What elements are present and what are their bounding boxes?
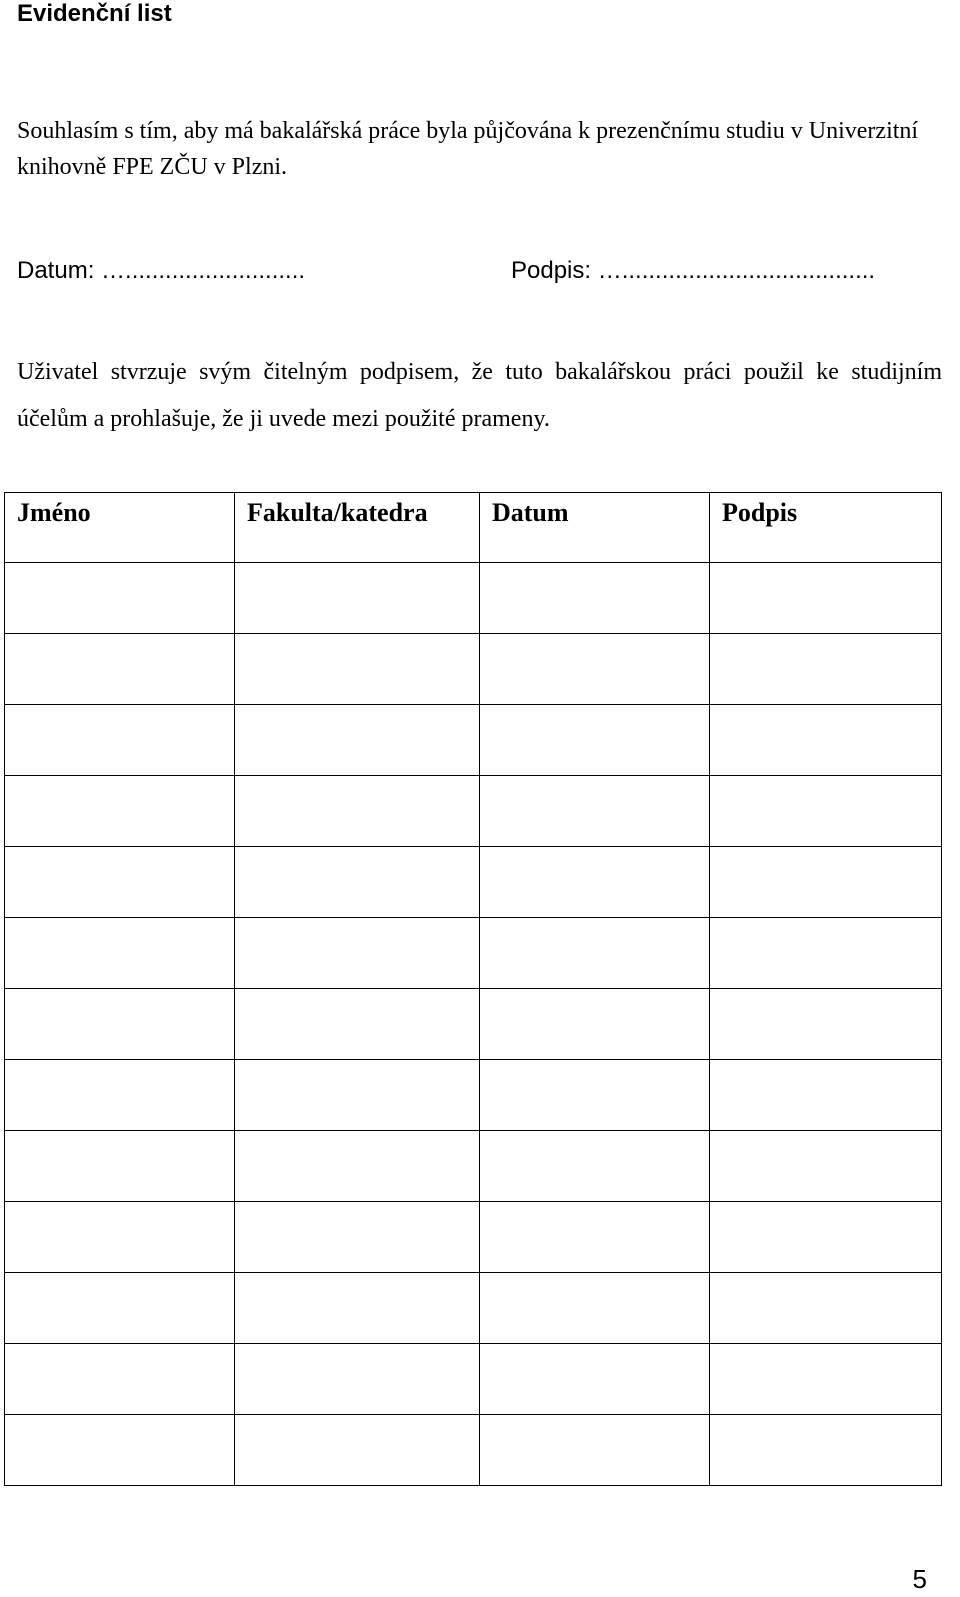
- date-cell: [480, 1131, 710, 1202]
- date-cell: [480, 918, 710, 989]
- faculty-cell: [235, 563, 480, 634]
- date-cell: [480, 1415, 710, 1486]
- signature-cell: [710, 1202, 942, 1273]
- signature-cell: [710, 563, 942, 634]
- date-field: Datum: …...........................: [17, 257, 306, 284]
- signature-cell: [710, 634, 942, 705]
- faculty-cell: [235, 989, 480, 1060]
- date-cell: [480, 1060, 710, 1131]
- signature-cell: [710, 1060, 942, 1131]
- user-statement: Uživatel stvrzuje svým čitelným podpisem, že tuto bakalářskou práci použil ke studijním účelům a prohlašuje, že ji uvede mezi použité prameny.: [17, 359, 942, 432]
- date-cell: [480, 776, 710, 847]
- table-row: [5, 563, 942, 634]
- column-header-name: Jméno: [5, 493, 235, 563]
- signature-cell: [710, 1131, 942, 1202]
- date-cell: [480, 847, 710, 918]
- name-cell: [5, 705, 235, 776]
- faculty-cell: [235, 776, 480, 847]
- date-cell: [480, 634, 710, 705]
- table-row: [5, 1415, 942, 1486]
- signature-cell: [710, 1415, 942, 1486]
- column-header-faculty: Fakulta/katedra: [235, 493, 480, 563]
- table-row: [5, 918, 942, 989]
- faculty-cell: [235, 1344, 480, 1415]
- name-cell: [5, 847, 235, 918]
- name-cell: [5, 776, 235, 847]
- signature-cell: [710, 1344, 942, 1415]
- faculty-cell: [235, 1273, 480, 1344]
- date-cell: [480, 563, 710, 634]
- signature-field: Podpis: …......................................: [511, 257, 876, 284]
- table-row: [5, 847, 942, 918]
- table-row: [5, 634, 942, 705]
- faculty-cell: [235, 918, 480, 989]
- column-header-date: Datum: [480, 493, 710, 563]
- page-title: Evidenční list: [17, 0, 172, 27]
- signature-cell: [710, 847, 942, 918]
- table-header-row: [5, 493, 942, 563]
- faculty-cell: [235, 1060, 480, 1131]
- faculty-cell: [235, 1131, 480, 1202]
- faculty-cell: [235, 634, 480, 705]
- name-cell: [5, 989, 235, 1060]
- date-cell: [480, 1344, 710, 1415]
- faculty-cell: [235, 1202, 480, 1273]
- name-cell: [5, 1060, 235, 1131]
- date-cell: [480, 1202, 710, 1273]
- signature-cell: [710, 1273, 942, 1344]
- name-cell: [5, 918, 235, 989]
- signature-cell: [710, 989, 942, 1060]
- page-number: 5: [912, 1564, 927, 1594]
- consent-statement: Souhlasím s tím, aby má bakalářská práce byla půjčována k prezenčnímu studiu v Univerzitní knihovně FPE ZČU v Plzni.: [17, 118, 919, 180]
- faculty-cell: [235, 847, 480, 918]
- table-row: [5, 1344, 942, 1415]
- table-row: [5, 1202, 942, 1273]
- name-cell: [5, 1131, 235, 1202]
- faculty-cell: [235, 1415, 480, 1486]
- table-row: [5, 705, 942, 776]
- table-body: [5, 563, 942, 1486]
- table-row: [5, 1131, 942, 1202]
- column-header-signature: Podpis: [710, 493, 942, 563]
- table-row: [5, 1273, 942, 1344]
- date-cell: [480, 1273, 710, 1344]
- name-cell: [5, 1415, 235, 1486]
- name-cell: [5, 563, 235, 634]
- borrower-table: [4, 492, 942, 1486]
- name-cell: [5, 1202, 235, 1273]
- name-cell: [5, 1344, 235, 1415]
- signature-cell: [710, 705, 942, 776]
- date-cell: [480, 989, 710, 1060]
- table-row: [5, 989, 942, 1060]
- signature-cell: [710, 776, 942, 847]
- name-cell: [5, 1273, 235, 1344]
- date-cell: [480, 705, 710, 776]
- name-cell: [5, 634, 235, 705]
- faculty-cell: [235, 705, 480, 776]
- table-row: [5, 1060, 942, 1131]
- signature-cell: [710, 918, 942, 989]
- table-row: [5, 776, 942, 847]
